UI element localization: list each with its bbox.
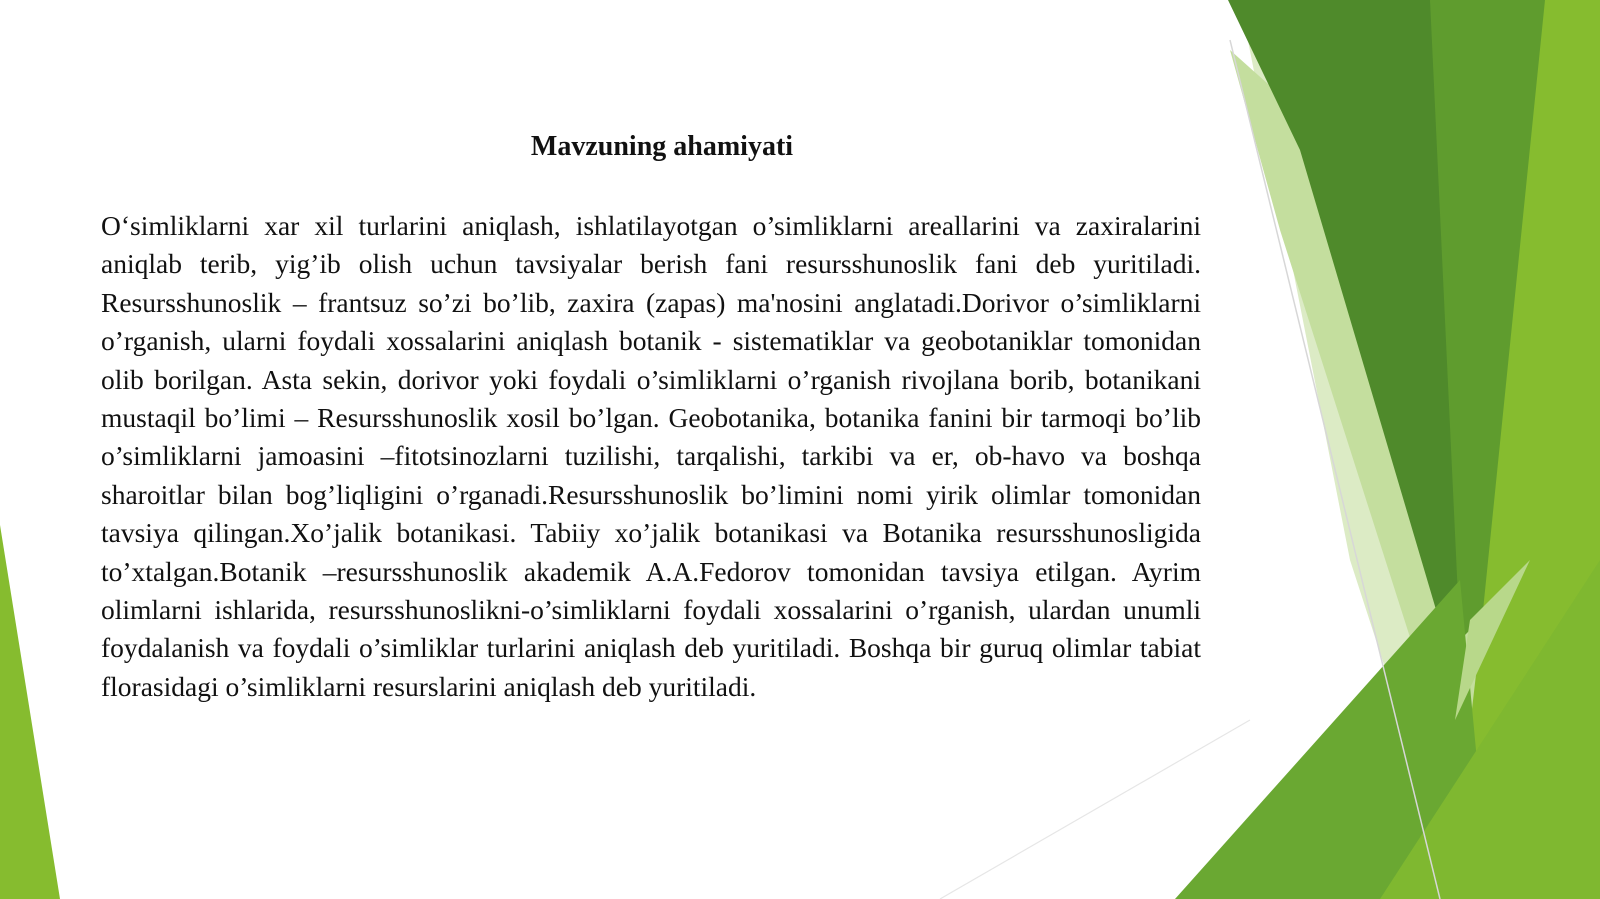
left-green-facet	[0, 525, 60, 899]
slide-title: Mavzuning ahamiyati	[530, 131, 794, 162]
slide-body-paragraph: O‘simliklarni xar xil turlarini aniqlash, ishlatilayotgan o’simliklarni areallarini va zaxiralarini aniqlab terib, yig’ib olish uchun tavsiyalar berish fani resursshunoslik fani deb yuritiladi. Resursshunoslik – frantsuz so’zi bo’lib, zaxira (zapas) ma'nosini anglatadi.Dorivor o’simliklarni o’rganish, ularni foydali xossalarini aniqlash botanik - sistematiklar va geobotaniklar tomonidan olib borilgan. Asta sekin, dorivor yoki foydali o’simliklarni o’rganish rivojlana borib, botanikani mustaqil bo’limi – Resursshunoslik xosil bo’lgan. Geobotanika, botanika fanini bir tarmoqi bo’lib o’simliklarni jamoasini –fitotsinozlarni tuzilishi, tarqalishi, tarkibi va er, ob-havo va boshqa sharoitlar bilan bog’liqligini o’rganadi.Resursshunoslik bo’limini nomi yirik olimlar tomonidan tavsiya qilingan.Xo’jalik botanikasi. Tabiiy xo’jalik botanikasi va Botanika resursshunosligida to’xtalgan.Botanik –resursshunoslik akademik A.A.Fedorov tomonidan tavsiya etilgan. Ayrim olimlarni ishlarida, resursshunoslikni-o’simliklarni foydali xossalarini o’rganish, ulardan unumli foydalanish va foydali o’simliklar turlarini aniqlash deb yuritiladi. Boshqa bir guruq olimlar tabiat florasidagi o’simliklarni resurslarini aniqlash deb yuritiladi.	[101, 210, 1201, 702]
